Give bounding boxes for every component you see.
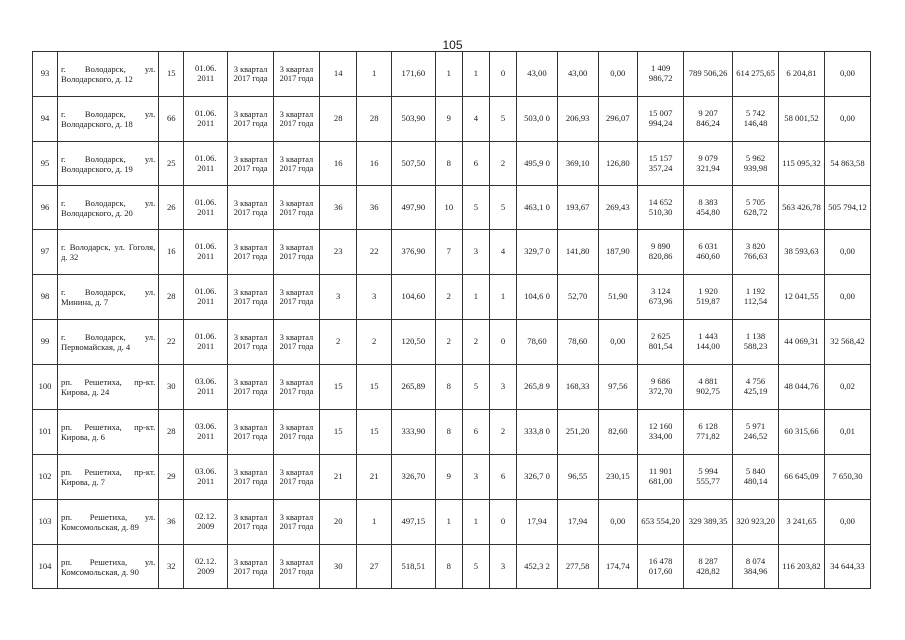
cost-fund-cell: 1 920 519,87 [684, 275, 733, 320]
address-cell: рп. Решетиха, пр-кт. Кирова, д. 7 [58, 455, 159, 500]
residents-total-cell: 3 [319, 275, 357, 320]
building-year-cell: 28 [159, 275, 184, 320]
address-cell: рп. Решетиха, ул. Комсомольская, д. 89 [58, 500, 159, 545]
address-cell: г. Володарск, ул. Гоголя, д. 32 [58, 230, 159, 275]
area-municipal-cell: 230,15 [598, 455, 638, 500]
area-relocated-cell: 452,3 2 [517, 545, 558, 589]
rooms-municipal-cell: 5 [490, 97, 517, 142]
table-row [33, 410, 871, 455]
rooms-municipal-cell: 6 [490, 455, 517, 500]
building-year-cell: 29 [159, 455, 184, 500]
rooms-owned-cell: 3 [462, 230, 489, 275]
planned-start-cell: 3 квартал 2017 года [228, 230, 274, 275]
cost-total-cell: 9 890 820,86 [638, 230, 684, 275]
row-number-cell: 102 [33, 455, 58, 500]
cost-total-cell: 12 160 334,00 [638, 410, 684, 455]
residents-relocated-cell: 27 [357, 545, 391, 589]
area-total-cell: 265,89 [391, 365, 435, 410]
rooms-owned-cell: 1 [462, 275, 489, 320]
rooms-municipal-cell: 2 [490, 410, 517, 455]
area-municipal-cell: 0,00 [598, 500, 638, 545]
rooms-municipal-cell: 1 [490, 275, 517, 320]
area-owned-cell: 369,10 [557, 142, 598, 186]
planned-end-cell: 3 квартал 2017 года [274, 320, 320, 365]
planned-start-cell: 3 квартал 2017 года [228, 365, 274, 410]
rooms-total-cell: 2 [435, 320, 462, 365]
rooms-municipal-cell: 0 [490, 52, 517, 97]
table-row [33, 455, 871, 500]
rooms-total-cell: 8 [435, 545, 462, 589]
area-owned-cell: 251,20 [557, 410, 598, 455]
area-total-cell: 104,60 [391, 275, 435, 320]
residents-total-cell: 21 [319, 455, 357, 500]
row-number-cell: 93 [33, 52, 58, 97]
rooms-municipal-cell: 3 [490, 545, 517, 589]
area-relocated-cell: 104,6 0 [517, 275, 558, 320]
cost-fund-cell: 9 079 321,94 [684, 142, 733, 186]
planned-start-cell: 3 квартал 2017 года [228, 275, 274, 320]
rooms-municipal-cell: 5 [490, 186, 517, 230]
cost-region-cell: 320 923,20 [733, 500, 779, 545]
row-number-cell: 95 [33, 142, 58, 186]
area-total-cell: 171,60 [391, 52, 435, 97]
address-cell: г. Володарск, ул. Володарского, д. 12 [58, 52, 159, 97]
area-relocated-cell: 326,7 0 [517, 455, 558, 500]
residents-relocated-cell: 16 [357, 142, 391, 186]
table-row [33, 320, 871, 365]
cost-local-cell: 12 041,55 [779, 275, 825, 320]
rooms-total-cell: 9 [435, 97, 462, 142]
rooms-owned-cell: 1 [462, 52, 489, 97]
cost-total-cell: 2 625 801,54 [638, 320, 684, 365]
area-total-cell: 376,90 [391, 230, 435, 275]
address-cell: г. Володарск, ул. Первомайская, д. 4 [58, 320, 159, 365]
area-municipal-cell: 269,43 [598, 186, 638, 230]
inclusion-date-cell: 01.06. 2011 [184, 97, 228, 142]
cost-local-cell: 115 095,32 [779, 142, 825, 186]
address-cell: г. Володарск, ул. Володарского, д. 20 [58, 186, 159, 230]
cost-region-cell: 5 705 628,72 [733, 186, 779, 230]
area-owned-cell: 96,55 [557, 455, 598, 500]
area-owned-cell: 193,67 [557, 186, 598, 230]
cost-extra-cell: 54 863,58 [824, 142, 870, 186]
residents-relocated-cell: 15 [357, 410, 391, 455]
address-cell: г. Володарск, ул. Володарского, д. 18 [58, 97, 159, 142]
residents-total-cell: 30 [319, 545, 357, 589]
cost-fund-cell: 8 287 428,82 [684, 545, 733, 589]
area-total-cell: 518,51 [391, 545, 435, 589]
cost-local-cell: 48 044,76 [779, 365, 825, 410]
area-owned-cell: 168,33 [557, 365, 598, 410]
planned-end-cell: 3 квартал 2017 года [274, 52, 320, 97]
rooms-municipal-cell: 2 [490, 142, 517, 186]
cost-extra-cell: 32 568,42 [824, 320, 870, 365]
table-row [33, 275, 871, 320]
building-year-cell: 28 [159, 410, 184, 455]
inclusion-date-cell: 01.06. 2011 [184, 275, 228, 320]
cost-region-cell: 5 962 939,98 [733, 142, 779, 186]
building-year-cell: 22 [159, 320, 184, 365]
cost-local-cell: 116 203,82 [779, 545, 825, 589]
area-relocated-cell: 43,00 [517, 52, 558, 97]
cost-region-cell: 8 074 384,96 [733, 545, 779, 589]
planned-start-cell: 3 квартал 2017 года [228, 52, 274, 97]
planned-end-cell: 3 квартал 2017 года [274, 455, 320, 500]
cost-local-cell: 563 426,78 [779, 186, 825, 230]
table-row [33, 97, 871, 142]
cost-fund-cell: 329 389,35 [684, 500, 733, 545]
residents-relocated-cell: 1 [357, 52, 391, 97]
planned-end-cell: 3 квартал 2017 года [274, 365, 320, 410]
residents-relocated-cell: 3 [357, 275, 391, 320]
row-number-cell: 103 [33, 500, 58, 545]
cost-extra-cell: 0,00 [824, 230, 870, 275]
inclusion-date-cell: 03.06. 2011 [184, 365, 228, 410]
area-owned-cell: 206,93 [557, 97, 598, 142]
planned-end-cell: 3 квартал 2017 года [274, 142, 320, 186]
cost-extra-cell: 0,00 [824, 275, 870, 320]
rooms-total-cell: 10 [435, 186, 462, 230]
rooms-total-cell: 8 [435, 142, 462, 186]
table-row [33, 52, 871, 97]
area-municipal-cell: 82,60 [598, 410, 638, 455]
cost-fund-cell: 6 031 460,60 [684, 230, 733, 275]
cost-extra-cell: 0,00 [824, 500, 870, 545]
residents-total-cell: 16 [319, 142, 357, 186]
residents-total-cell: 23 [319, 230, 357, 275]
rooms-municipal-cell: 0 [490, 320, 517, 365]
planned-start-cell: 3 квартал 2017 года [228, 97, 274, 142]
building-year-cell: 15 [159, 52, 184, 97]
rooms-total-cell: 7 [435, 230, 462, 275]
cost-region-cell: 4 756 425,19 [733, 365, 779, 410]
cost-region-cell: 5 840 480,14 [733, 455, 779, 500]
inclusion-date-cell: 03.06. 2011 [184, 410, 228, 455]
cost-region-cell: 3 820 766,63 [733, 230, 779, 275]
rooms-owned-cell: 5 [462, 545, 489, 589]
residents-total-cell: 15 [319, 410, 357, 455]
rooms-owned-cell: 5 [462, 186, 489, 230]
cost-extra-cell: 34 644,33 [824, 545, 870, 589]
address-cell: рп. Решетиха, пр-кт. Кирова, д. 24 [58, 365, 159, 410]
area-total-cell: 333,90 [391, 410, 435, 455]
building-year-cell: 26 [159, 186, 184, 230]
table-row [33, 500, 871, 545]
row-number-cell: 94 [33, 97, 58, 142]
address-cell: г. Володарск, ул. Володарского, д. 19 [58, 142, 159, 186]
planned-start-cell: 3 квартал 2017 года [228, 545, 274, 589]
cost-local-cell: 66 645,09 [779, 455, 825, 500]
table-row [33, 142, 871, 186]
residents-relocated-cell: 36 [357, 186, 391, 230]
cost-fund-cell: 1 443 144,00 [684, 320, 733, 365]
area-total-cell: 503,90 [391, 97, 435, 142]
planned-start-cell: 3 квартал 2017 года [228, 455, 274, 500]
rooms-owned-cell: 3 [462, 455, 489, 500]
residents-relocated-cell: 22 [357, 230, 391, 275]
building-year-cell: 30 [159, 365, 184, 410]
area-owned-cell: 52,70 [557, 275, 598, 320]
area-owned-cell: 277,58 [557, 545, 598, 589]
cost-fund-cell: 5 994 555,77 [684, 455, 733, 500]
rooms-owned-cell: 4 [462, 97, 489, 142]
cost-region-cell: 5 971 246,52 [733, 410, 779, 455]
rooms-owned-cell: 1 [462, 500, 489, 545]
planned-start-cell: 3 квартал 2017 года [228, 142, 274, 186]
row-number-cell: 100 [33, 365, 58, 410]
area-municipal-cell: 126,80 [598, 142, 638, 186]
area-municipal-cell: 0,00 [598, 320, 638, 365]
cost-extra-cell: 505 794,12 [824, 186, 870, 230]
area-total-cell: 507,50 [391, 142, 435, 186]
cost-local-cell: 3 241,65 [779, 500, 825, 545]
cost-total-cell: 11 901 681,00 [638, 455, 684, 500]
planned-start-cell: 3 квартал 2017 года [228, 320, 274, 365]
planned-end-cell: 3 квартал 2017 года [274, 275, 320, 320]
cost-local-cell: 38 593,63 [779, 230, 825, 275]
cost-fund-cell: 789 506,26 [684, 52, 733, 97]
planned-end-cell: 3 квартал 2017 года [274, 186, 320, 230]
building-year-cell: 25 [159, 142, 184, 186]
row-number-cell: 96 [33, 186, 58, 230]
row-number-cell: 104 [33, 545, 58, 589]
area-relocated-cell: 17,94 [517, 500, 558, 545]
area-owned-cell: 17,94 [557, 500, 598, 545]
rooms-total-cell: 1 [435, 500, 462, 545]
residents-total-cell: 14 [319, 52, 357, 97]
cost-extra-cell: 7 650,30 [824, 455, 870, 500]
cost-total-cell: 16 478 017,60 [638, 545, 684, 589]
cost-fund-cell: 8 383 454,80 [684, 186, 733, 230]
rooms-municipal-cell: 0 [490, 500, 517, 545]
planned-start-cell: 3 квартал 2017 года [228, 186, 274, 230]
area-total-cell: 120,50 [391, 320, 435, 365]
inclusion-date-cell: 01.06. 2011 [184, 52, 228, 97]
area-relocated-cell: 78,60 [517, 320, 558, 365]
planned-end-cell: 3 квартал 2017 года [274, 545, 320, 589]
area-total-cell: 326,70 [391, 455, 435, 500]
cost-total-cell: 15 157 357,24 [638, 142, 684, 186]
area-relocated-cell: 329,7 0 [517, 230, 558, 275]
residents-total-cell: 15 [319, 365, 357, 410]
cost-extra-cell: 0,00 [824, 97, 870, 142]
planned-end-cell: 3 квартал 2017 года [274, 97, 320, 142]
cost-fund-cell: 4 881 902,75 [684, 365, 733, 410]
inclusion-date-cell: 02.12. 2009 [184, 545, 228, 589]
cost-extra-cell: 0,00 [824, 52, 870, 97]
cost-region-cell: 1 138 588,23 [733, 320, 779, 365]
building-year-cell: 32 [159, 545, 184, 589]
cost-total-cell: 1 409 986,72 [638, 52, 684, 97]
cost-local-cell: 60 315,66 [779, 410, 825, 455]
area-municipal-cell: 0,00 [598, 52, 638, 97]
cost-fund-cell: 9 207 846,24 [684, 97, 733, 142]
inclusion-date-cell: 01.06. 2011 [184, 142, 228, 186]
building-year-cell: 16 [159, 230, 184, 275]
area-owned-cell: 43,00 [557, 52, 598, 97]
residents-total-cell: 20 [319, 500, 357, 545]
building-year-cell: 66 [159, 97, 184, 142]
inclusion-date-cell: 02.12. 2009 [184, 500, 228, 545]
residents-total-cell: 28 [319, 97, 357, 142]
rooms-total-cell: 8 [435, 410, 462, 455]
rooms-owned-cell: 5 [462, 365, 489, 410]
area-municipal-cell: 174,74 [598, 545, 638, 589]
planned-end-cell: 3 квартал 2017 года [274, 410, 320, 455]
cost-total-cell: 15 007 994,24 [638, 97, 684, 142]
table-row [33, 186, 871, 230]
area-municipal-cell: 296,07 [598, 97, 638, 142]
inclusion-date-cell: 01.06. 2011 [184, 230, 228, 275]
address-cell: рп. Решетиха, ул. Комсомольская, д. 90 [58, 545, 159, 589]
cost-local-cell: 6 204,81 [779, 52, 825, 97]
area-owned-cell: 78,60 [557, 320, 598, 365]
address-cell: г. Володарск, ул. Минина, д. 7 [58, 275, 159, 320]
area-relocated-cell: 503,0 0 [517, 97, 558, 142]
rooms-owned-cell: 6 [462, 410, 489, 455]
area-owned-cell: 141,80 [557, 230, 598, 275]
residents-relocated-cell: 15 [357, 365, 391, 410]
cost-total-cell: 3 124 673,96 [638, 275, 684, 320]
rooms-total-cell: 2 [435, 275, 462, 320]
residents-relocated-cell: 21 [357, 455, 391, 500]
cost-total-cell: 14 652 510,30 [638, 186, 684, 230]
cost-local-cell: 58 001,52 [779, 97, 825, 142]
area-total-cell: 497,15 [391, 500, 435, 545]
cost-total-cell: 653 554,20 [638, 500, 684, 545]
rooms-owned-cell: 6 [462, 142, 489, 186]
planned-end-cell: 3 квартал 2017 года [274, 500, 320, 545]
row-number-cell: 97 [33, 230, 58, 275]
cost-region-cell: 5 742 146,48 [733, 97, 779, 142]
rooms-total-cell: 1 [435, 52, 462, 97]
cost-extra-cell: 0,01 [824, 410, 870, 455]
area-relocated-cell: 333,8 0 [517, 410, 558, 455]
address-cell: рп. Решетиха, пр-кт. Кирова, д. 6 [58, 410, 159, 455]
inclusion-date-cell: 03.06. 2011 [184, 455, 228, 500]
building-year-cell: 36 [159, 500, 184, 545]
area-total-cell: 497,90 [391, 186, 435, 230]
rooms-municipal-cell: 3 [490, 365, 517, 410]
rooms-total-cell: 8 [435, 365, 462, 410]
inclusion-date-cell: 01.06. 2011 [184, 320, 228, 365]
area-municipal-cell: 51,90 [598, 275, 638, 320]
table-body [33, 52, 871, 589]
planned-start-cell: 3 квартал 2017 года [228, 410, 274, 455]
table-row [33, 230, 871, 275]
rooms-municipal-cell: 4 [490, 230, 517, 275]
row-number-cell: 99 [33, 320, 58, 365]
inclusion-date-cell: 01.06. 2011 [184, 186, 228, 230]
cost-total-cell: 9 686 372,70 [638, 365, 684, 410]
residents-relocated-cell: 2 [357, 320, 391, 365]
area-relocated-cell: 463,1 0 [517, 186, 558, 230]
table-row [33, 365, 871, 410]
cost-fund-cell: 6 128 771,82 [684, 410, 733, 455]
residents-total-cell: 2 [319, 320, 357, 365]
area-relocated-cell: 495,9 0 [517, 142, 558, 186]
area-municipal-cell: 187,90 [598, 230, 638, 275]
residents-relocated-cell: 28 [357, 97, 391, 142]
residents-relocated-cell: 1 [357, 500, 391, 545]
residents-total-cell: 36 [319, 186, 357, 230]
housing-registry-table [32, 51, 871, 589]
cost-local-cell: 44 069,31 [779, 320, 825, 365]
cost-region-cell: 1 192 112,54 [733, 275, 779, 320]
cost-region-cell: 614 275,65 [733, 52, 779, 97]
planned-start-cell: 3 квартал 2017 года [228, 500, 274, 545]
page-number: 105 [442, 38, 463, 52]
rooms-owned-cell: 2 [462, 320, 489, 365]
row-number-cell: 98 [33, 275, 58, 320]
row-number-cell: 101 [33, 410, 58, 455]
area-relocated-cell: 265,8 9 [517, 365, 558, 410]
area-municipal-cell: 97,56 [598, 365, 638, 410]
planned-end-cell: 3 квартал 2017 года [274, 230, 320, 275]
table-row [33, 545, 871, 589]
cost-extra-cell: 0,02 [824, 365, 870, 410]
rooms-total-cell: 9 [435, 455, 462, 500]
